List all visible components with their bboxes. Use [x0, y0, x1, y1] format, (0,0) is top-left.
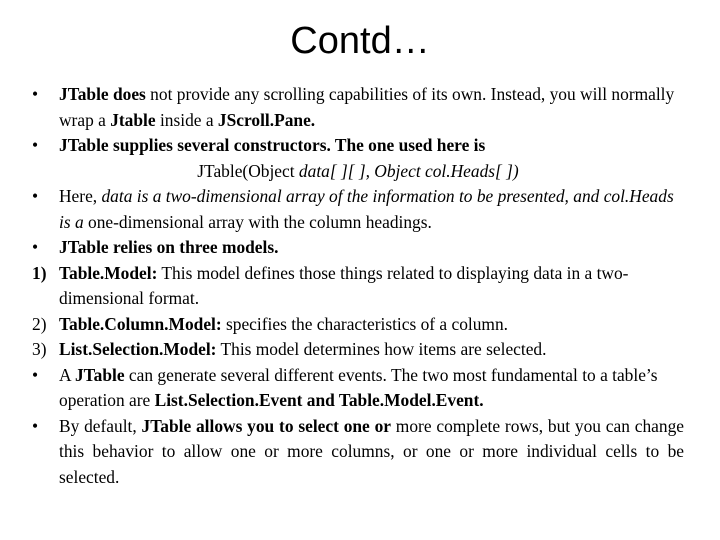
number-marker: 2) [32, 313, 47, 334]
constructor-signature [32, 159, 684, 185]
numbered-item-table-model [32, 261, 684, 312]
bullet-marker: • [32, 186, 39, 206]
text-data-description: data is a two-dimensional array of the information to be presented, and col.Heads is a [59, 186, 674, 232]
bullet-paragraph-events [32, 363, 684, 414]
text-jscrollpane: JScroll.Pane. [217, 109, 316, 130]
slide-title: Contd… [290, 20, 430, 62]
text-listselectionmodel-desc: This model determines how items are selected. [216, 339, 547, 359]
text-tablemodel: Table.Model: [59, 262, 158, 283]
text-three-models: JTable relies on three models. [59, 237, 279, 257]
number-marker: 3) [32, 339, 47, 359]
bullet-marker: • [32, 135, 39, 155]
numbered-item-selection-model [32, 337, 684, 363]
slide-body [32, 82, 684, 490]
text-default-desc: more complete rows, but you can change this behavior to allow one or more columns, or one or more individual cells to be selected. [59, 415, 684, 487]
text-events-desc: can generate several different events. The two most fundamental to a table’s operation are [59, 364, 658, 410]
numbered-item-column-model [32, 312, 684, 338]
text-inside-a: inside a [155, 109, 218, 130]
text-signature-start: JTable(Object [197, 160, 299, 181]
bullet-paragraph-scrolling [32, 82, 684, 133]
number-marker: 1) [32, 262, 47, 283]
bullet-paragraph-here [32, 184, 684, 235]
bullet-marker: • [32, 84, 39, 104]
text-by-default: By default, [59, 415, 142, 436]
text-column-headings: one-dimensional array with the column headings. [83, 211, 432, 232]
text-jtable: Jtable [110, 109, 156, 130]
text-jtable-events: JTable [74, 364, 125, 385]
text-allows-select: JTable allows you to select one or [141, 415, 391, 436]
text-a: A [59, 364, 75, 385]
text-here: Here, [59, 186, 102, 206]
text-tablecolumnmodel: Table.Column.Model: [59, 313, 222, 334]
text-tablemodel-desc: This model defines those things related to displaying data in a two-dimensional format. [59, 262, 629, 308]
bullet-paragraph-constructors [32, 133, 684, 159]
bullet-marker: • [32, 415, 39, 436]
bullet-paragraph-models [32, 235, 684, 261]
bullet-marker: • [32, 237, 39, 257]
text-jtable-does: JTable does [59, 84, 146, 104]
text-constructors: JTable supplies several constructors. The one used here is [59, 135, 486, 155]
text-event-names: List.Selection.Event and Table.Model.Event. [154, 390, 484, 410]
text-listselectionmodel: List.Selection.Model: [59, 339, 217, 359]
text-scrolling: not provide any scrolling capabilities of its own. Instead, you will normally wrap a [59, 84, 675, 130]
text-signature-args: data[ ][ ], Object col.Heads[ ]) [298, 160, 519, 181]
bullet-paragraph-default [32, 414, 684, 491]
text-tablecolumnmodel-desc: specifies the characteristics of a column. [221, 313, 508, 334]
bullet-marker: • [32, 364, 39, 385]
